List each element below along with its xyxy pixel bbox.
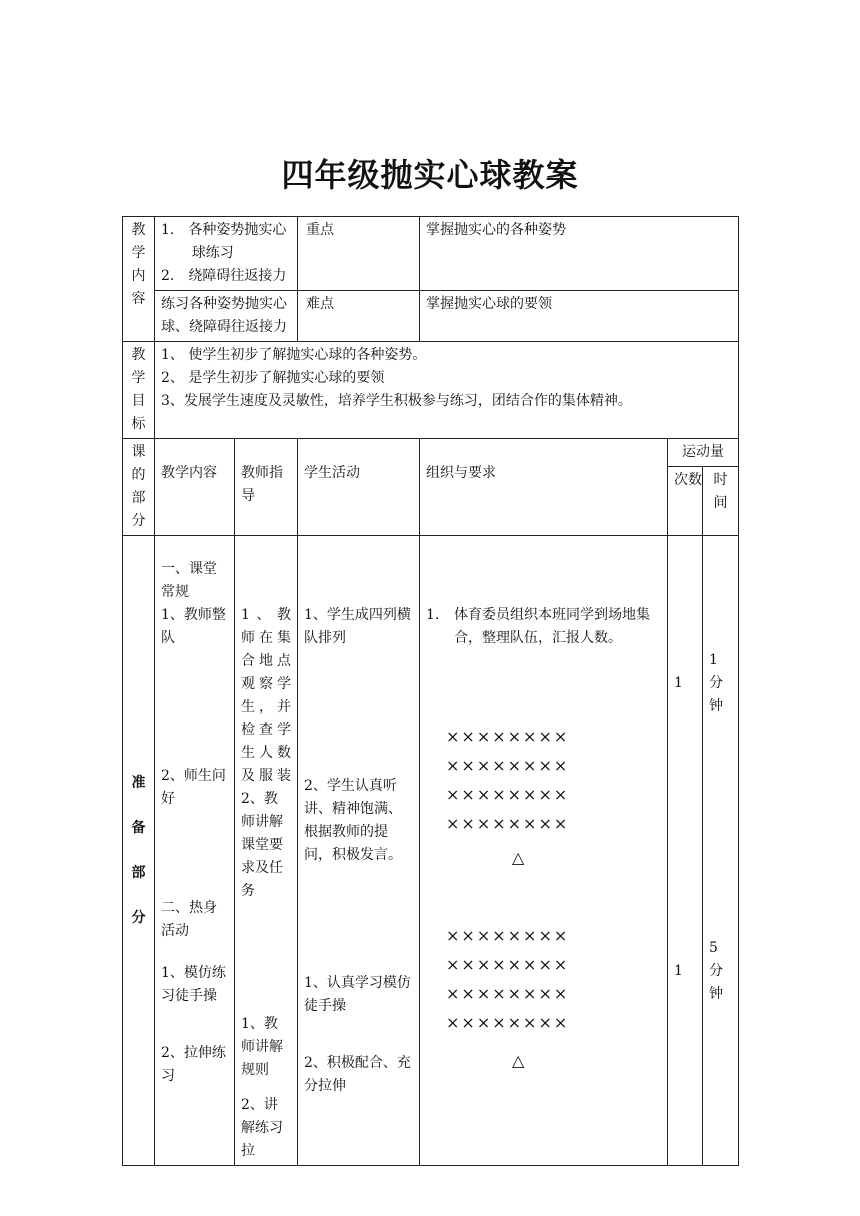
content-section-label: [123, 217, 155, 342]
prep-content-cell: [155, 536, 235, 1166]
spacer: [304, 1018, 413, 1052]
spacer: [426, 869, 661, 921]
org-item-1-num: 1.: [426, 607, 440, 623]
content-teacher-lineup: 1、教师整队: [161, 607, 226, 646]
teacher-explain-stretch: 2、讲解练习拉: [241, 1097, 283, 1159]
formation-row: ××××××××: [446, 785, 570, 804]
content-imitate-exercise: 1、模仿练习徒手操: [161, 965, 226, 1004]
spacer: [161, 650, 228, 765]
header-teacher-text: 教师指导: [241, 465, 283, 504]
routine-title: 一、课堂常规: [161, 561, 217, 600]
teacher-triangle-marker: △: [512, 848, 525, 867]
duration-2-num: 5: [709, 940, 718, 956]
formation-row: ××××××××: [446, 926, 570, 945]
spacer: [161, 1008, 228, 1042]
header-org: [420, 439, 668, 536]
spacer: [709, 718, 732, 937]
goal-item-2: 2、 是学生初步了解抛实心球的要领: [161, 370, 385, 386]
student-imitate: 1、认真学习模仿徒手操: [304, 975, 411, 1014]
formation-row: ××××××××: [446, 984, 570, 1003]
teacher-observe: 1、教师在集合地点观察学生，并检查学生人数及服装: [241, 607, 292, 784]
teacher-triangle-marker: △: [512, 1051, 525, 1070]
content-item-1: 1. 各种姿势抛实心球练习: [161, 222, 287, 261]
formation-row: ××××××××: [446, 814, 570, 833]
prep-part-label: [123, 536, 155, 1166]
header-student-text: 学生活动: [304, 465, 361, 481]
key-point-label: 重点: [298, 217, 420, 291]
formation-row: ××××××××: [446, 955, 570, 974]
goals-cell: [155, 342, 739, 439]
goal-item-1: 1、 使学生初步了解抛实心球的各种姿势。: [161, 347, 427, 363]
prep-teacher-cell: [235, 536, 298, 1166]
spacer: [674, 695, 696, 960]
spacer: [161, 811, 228, 897]
page-title: 四年级抛实心球教案: [281, 156, 579, 194]
spacer: [241, 1082, 291, 1094]
prep-times-cell: [668, 536, 703, 1166]
duration-2-unit: 分: [709, 963, 724, 979]
times-value-1: 1: [674, 675, 683, 691]
header-student: [298, 439, 420, 536]
difficulty-label: 难点: [298, 291, 420, 342]
formation-row: ××××××××: [446, 1013, 570, 1032]
header-load: 运动量: [668, 439, 739, 467]
goals-label-text: 教学目标: [131, 347, 146, 432]
teacher-explain-rules: 1、教师讲解规则: [241, 1016, 283, 1078]
header-part: [123, 439, 155, 536]
header-content-text: 教学内容: [161, 465, 217, 481]
practice-content: 练习各种姿势抛实心球、绕障碍往返接力: [155, 291, 298, 342]
lesson-plan-table: [122, 216, 739, 1166]
prep-student-cell: [298, 536, 420, 1166]
prep-duration-cell: [703, 536, 739, 1166]
org-item-1-text: 体育委员组织本班同学到场地集合，整理队伍，汇报人数。: [454, 607, 651, 646]
duration-2-unit2: 钟: [709, 986, 724, 1002]
header-part-text: 课的部分: [131, 444, 146, 529]
content-greeting: 2、师生问好: [161, 768, 226, 807]
goals-section-label: [123, 342, 155, 439]
formation-row: ××××××××: [446, 727, 570, 746]
header-duration: [703, 467, 739, 536]
times-value-2: 1: [674, 963, 683, 979]
teacher-explain-requirements: 2、教师讲解课堂要求及任务: [241, 791, 283, 899]
prep-label-text: 准备部分: [131, 774, 146, 926]
header-times: [668, 467, 703, 536]
spacer: [304, 650, 413, 775]
goal-item-3: 3、发展学生速度及灵敏性，培养学生积极参与练习，团结合作的集体精神。: [161, 393, 632, 409]
formation-2: [446, 921, 661, 1037]
student-listen: 2、学生认真听讲、精神饱满、根据教师的提问，积极发言。: [304, 778, 403, 863]
student-stretch: 2、积极配合、充分拉伸: [304, 1055, 411, 1094]
header-org-text: 组织与要求: [426, 465, 497, 481]
header-teacher: [235, 439, 298, 536]
spacer: [241, 903, 291, 1013]
content-stretch: 2、拉伸练习: [161, 1045, 226, 1084]
difficulty-value: 掌握抛实心球的要领: [420, 291, 739, 342]
spacer: [426, 650, 661, 722]
spacer: [304, 867, 413, 972]
header-duration-text: 时间: [713, 472, 728, 512]
header-content: [155, 439, 235, 536]
content-label-text: 教学内容: [131, 222, 146, 307]
duration-1-unit: 分: [709, 675, 724, 691]
content-item-2: 2. 绕障碍往返接力: [161, 268, 287, 284]
duration-1-num: 1: [709, 652, 718, 668]
warmup-title: 二、热身活动: [161, 900, 217, 939]
spacer: [161, 943, 228, 962]
content-items-cell: [155, 217, 298, 291]
formation-1: [446, 722, 661, 838]
duration-1-unit2: 钟: [709, 698, 724, 714]
key-point-value: 掌握抛实心的各种姿势: [420, 217, 739, 291]
student-lineup: 1、学生成四列横队排列: [304, 607, 411, 646]
header-times-text: 次数: [674, 472, 703, 489]
formation-row: ××××××××: [446, 756, 570, 775]
prep-org-cell: [420, 536, 668, 1166]
org-item-1: [426, 604, 661, 650]
